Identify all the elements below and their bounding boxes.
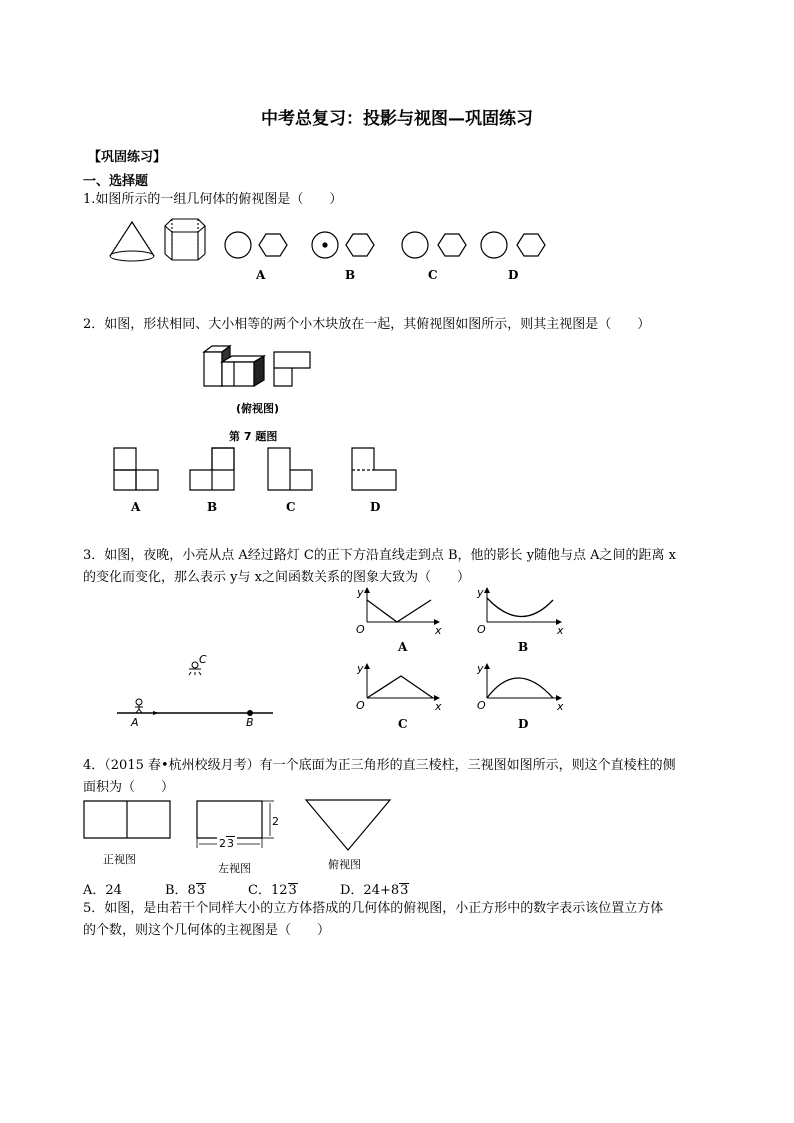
question-3-line-1: 3．如图，夜晚，小亮从点 A经过路灯 C的正下方沿直线走到点 B，他的影长 y随他与点 A之间的距离 x: [83, 548, 677, 563]
q4-answer-d[interactable]: D．24+83: [340, 883, 409, 898]
q3-graph-c: [367, 664, 439, 698]
q3-graph-a: [367, 588, 439, 622]
q3-option-d[interactable]: D: [518, 717, 529, 731]
point-a-label: A: [131, 716, 139, 729]
q2-option-a-figure: [114, 448, 158, 490]
q1-option-b[interactable]: B: [345, 268, 356, 282]
graph-a-x-label: x: [435, 624, 442, 637]
question-5-line-1: 5．如图，是由若干个同样大小的立方体搭成的几何体的俯视图，小正方形中的数字表示该位置立方体: [83, 901, 664, 916]
q4-front-view-shape: [84, 801, 170, 838]
graph-a-y-label: y: [357, 586, 364, 599]
question-5-line-2: 的个数，则这个几何体的主视图是（ ）: [83, 923, 331, 938]
q2-option-d[interactable]: D: [370, 500, 381, 514]
q4-answer-a[interactable]: A．24: [83, 883, 122, 898]
point-c-label: C: [199, 653, 207, 666]
q1-option-c[interactable]: C: [428, 268, 438, 282]
question-4-line-2: 面积为（ ）: [83, 780, 175, 795]
q2-option-c-figure: [268, 448, 312, 490]
q2-figure-caption: 第 7 题图: [229, 430, 278, 443]
page-title: 中考总复习：投影与视图—巩固练习: [261, 109, 533, 129]
q4-answer-b[interactable]: B．83: [165, 883, 206, 898]
q1-option-a[interactable]: A: [256, 268, 266, 282]
q2-option-d-figure: [352, 448, 396, 490]
q1-option-b-figure: [312, 232, 374, 258]
hexagonal-prism-solid: [165, 219, 205, 260]
q3-graph-b: [487, 588, 561, 622]
q2-blocks-figure: [200, 342, 340, 392]
q3-graph-d: [487, 664, 561, 698]
section-tag: 【巩固练习】: [88, 150, 167, 165]
q2-option-a[interactable]: A: [131, 500, 141, 514]
q1-figure: [100, 216, 560, 266]
q2-option-c[interactable]: C: [286, 500, 296, 514]
graph-d-x-label: x: [557, 700, 564, 713]
q1-option-a-figure: [225, 232, 287, 258]
q3-option-b[interactable]: B: [518, 640, 529, 654]
direction-arrow-icon: [153, 711, 159, 715]
graph-a-origin: O: [356, 623, 365, 636]
graph-d-y-label: y: [477, 662, 484, 675]
q4-dim-width: 23: [217, 836, 237, 850]
person-icon: [135, 699, 143, 713]
q1-option-c-figure: [402, 232, 466, 258]
graph-d-origin: O: [477, 699, 486, 712]
graph-c-y-label: y: [357, 662, 364, 675]
question-1-text: 1.如图所示的一组几何体的俯视图是（ ）: [83, 192, 343, 207]
q1-option-d[interactable]: D: [508, 268, 519, 282]
graph-c-x-label: x: [435, 700, 442, 713]
q2-top-view-shape: [274, 352, 310, 386]
graph-b-y-label: y: [477, 586, 484, 599]
graph-b-origin: O: [477, 623, 486, 636]
q2-options-figure: [110, 446, 400, 494]
question-3-line-2: 的变化而变化，那么表示 y与 x之间函数关系的图象大致为（ ）: [83, 570, 470, 585]
q4-answer-c[interactable]: C．123: [248, 883, 297, 898]
cone-solid: [110, 222, 154, 261]
q3-street-figure: [115, 655, 285, 730]
graph-b-x-label: x: [557, 624, 564, 637]
q2-option-b[interactable]: B: [207, 500, 218, 514]
q3-graphs-figure: [345, 586, 575, 716]
q3-option-a[interactable]: A: [398, 640, 408, 654]
q3-option-c[interactable]: C: [398, 717, 408, 731]
point-b-label: B: [246, 716, 254, 729]
q4-top-view-shape: [306, 800, 390, 850]
q2-top-view-caption: (俯视图): [236, 402, 280, 415]
q1-option-d-figure: [481, 232, 545, 258]
section-heading: 一、选择题: [83, 174, 149, 189]
question-2-text: 2．如图，形状相同、大小相等的两个小木块放在一起，其俯视图如图所示，则其主视图是（ ）: [83, 317, 651, 332]
q4-top-view-label: 俯视图: [328, 858, 361, 871]
q4-dim-height: 2: [272, 815, 279, 828]
q2-option-b-figure: [190, 448, 234, 490]
graph-c-origin: O: [356, 699, 365, 712]
question-4-line-1: 4．（2015 春•杭州校级月考）有一个底面为正三角形的直三棱柱，三视图如图所示，则这个直棱柱的侧: [83, 758, 676, 773]
q4-front-view-label: 正视图: [103, 853, 136, 866]
q4-left-view-label: 左视图: [218, 862, 251, 875]
